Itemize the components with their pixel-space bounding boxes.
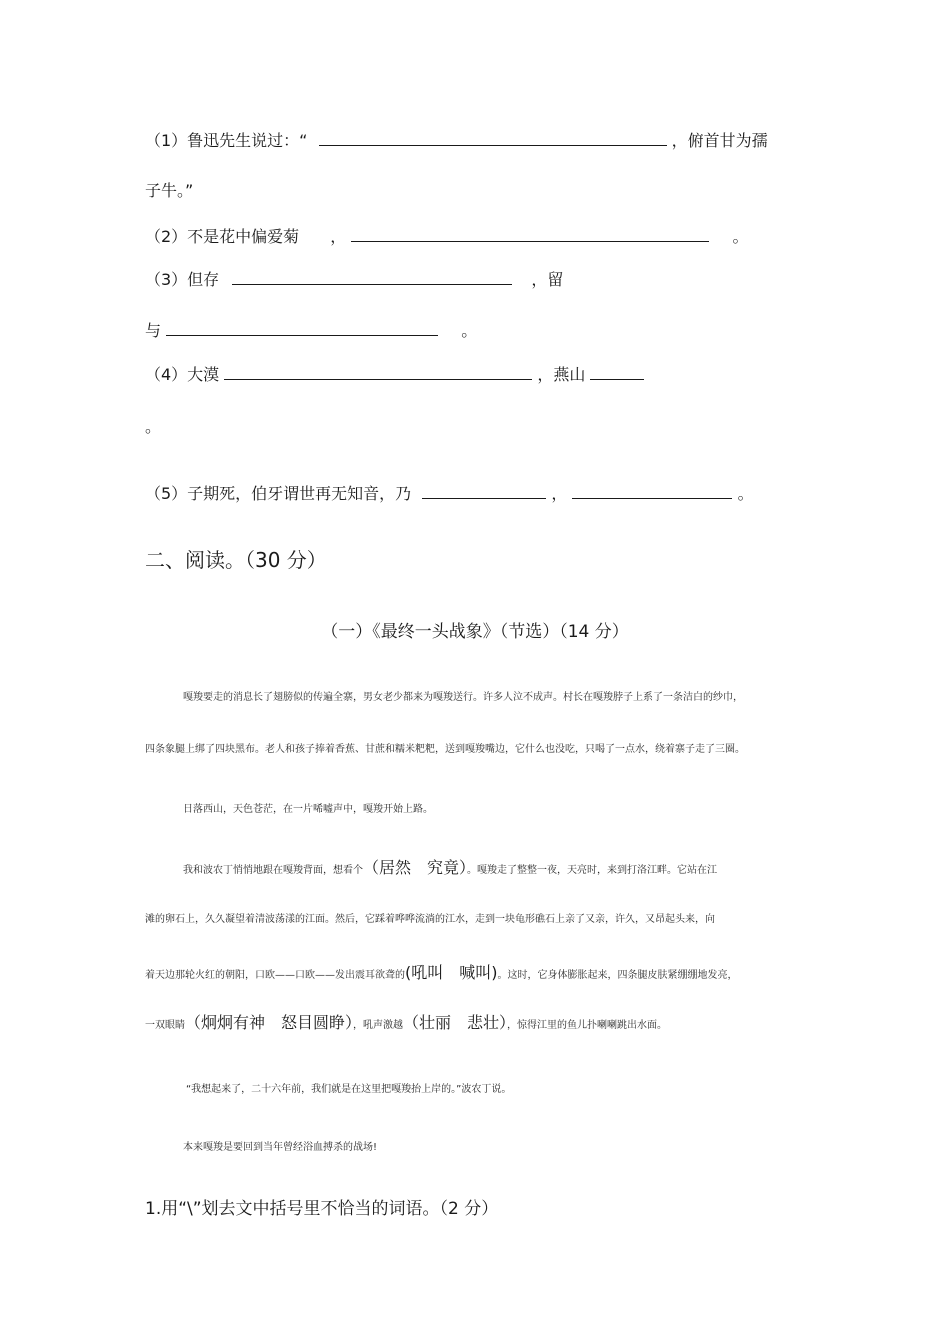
fill-q3-line2 [145, 318, 477, 341]
answer-blank[interactable] [351, 227, 709, 242]
passage-p3-line2: 滩的卵石上，久久凝望着清波荡漾的江面。然后，它踩着哗哗流淌的江水，走到一块龟形礁石上亲了又亲，许久，又昂起头来，向 [145, 914, 715, 925]
q1-continuation: 子牛。” [145, 181, 194, 200]
passage-p2: 日落西山，天色苍茫，在一片唏嘘声中，嘎羧开始上路。 [183, 804, 433, 815]
q5-comma: ， [551, 484, 568, 503]
fill-q1-line [145, 128, 768, 151]
answer-blank[interactable] [590, 365, 644, 380]
p3-text-g: ，惊得江里的鱼儿扑喇喇跳出水面。 [507, 1020, 668, 1031]
q2-prefix: （2）不是花中偏爱菊 [145, 227, 300, 246]
passage-p3-line1 [183, 855, 717, 878]
fill-q5-line [145, 481, 754, 504]
p3-text-b: 。嘎羧走了整整一夜，天亮时，来到打洛江畔。它站在江 [467, 865, 718, 876]
passage-p3-line3 [145, 960, 738, 983]
passage-p5: 本来嘎羧是要回到当年曾经浴血搏杀的战场! [183, 1142, 378, 1153]
word-choice[interactable]: （炯炯有神 怒目圆睁） [185, 1013, 354, 1032]
answer-blank[interactable] [572, 484, 732, 499]
answer-blank[interactable] [224, 365, 532, 380]
q1-prefix: （1）鲁迅先生说过：“ [145, 131, 308, 150]
answer-blank[interactable] [232, 270, 512, 285]
q3-prefix2: 与 [145, 321, 162, 340]
p3-text-c: 着天边那轮火红的朝阳，口欧——口欧——发出震耳欲聋的 [145, 970, 405, 981]
answer-blank[interactable] [319, 131, 667, 146]
word-choice[interactable]: （居然 究竟） [363, 858, 468, 877]
passage-title: （一）《最终一头战象》（节选）（14 分） [321, 622, 629, 642]
fill-q2-line [145, 224, 749, 247]
question-1: 1.用“\”划去文中括号里不恰当的词语。（2 分） [145, 1199, 499, 1219]
q1-suffix: ，俯首甘为孺 [671, 131, 768, 150]
word-choice[interactable]: （壮丽 悲壮） [403, 1013, 508, 1032]
q2-comma: ， [330, 227, 347, 246]
fill-q3-line [145, 267, 563, 290]
passage-p4: “我想起来了，二十六年前，我们就是在这里把嘎羧抬上岸的。”波农丁说。 [186, 1084, 512, 1095]
q4-mid: ，燕山 [537, 365, 586, 384]
fill-q4-line [145, 362, 644, 385]
q3-period: 。 [461, 321, 478, 340]
q5-period: 。 [737, 484, 754, 503]
p3-text-d: 。这时，它身体膨胀起来，四条腿皮肤紧绷绷地发亮， [497, 970, 738, 981]
section-heading: 二、阅读。（30 分） [145, 548, 327, 572]
answer-blank[interactable] [422, 484, 546, 499]
passage-p1-line1: 嘎羧要走的消息长了翅膀似的传遍全寨，男女老少都来为嘎羧送行。许多人泣不成声。村长在嘎羧脖子上系了一条洁白的纱巾， [183, 692, 743, 703]
q2-period: 。 [732, 227, 749, 246]
q3-prefix: （3）但存 [145, 270, 220, 289]
q4-period: 。 [145, 417, 162, 436]
word-choice[interactable]: (吼叫 喊叫) [405, 963, 498, 982]
p3-text-a: 我和波农丁悄悄地跟在嘎羧背面，想看个 [183, 865, 363, 876]
passage-p3-line4 [145, 1010, 667, 1033]
q4-prefix: （4）大漠 [145, 365, 220, 384]
q3-mid: ，留 [531, 270, 564, 289]
p3-text-e: 一双眼睛 [145, 1020, 185, 1031]
passage-p1-line2: 四条象腿上绑了四块黑布。老人和孩子捧着香蕉、甘蔗和糯米粑粑，送到嘎羧嘴边，它什么也没吃，只喝了一点水，绕着寨子走了三圈。 [145, 744, 745, 755]
p3-text-f: ，吼声激越 [353, 1020, 404, 1031]
answer-blank[interactable] [166, 321, 438, 336]
q5-prefix: （5）子期死，伯牙谓世再无知音，乃 [145, 484, 412, 503]
